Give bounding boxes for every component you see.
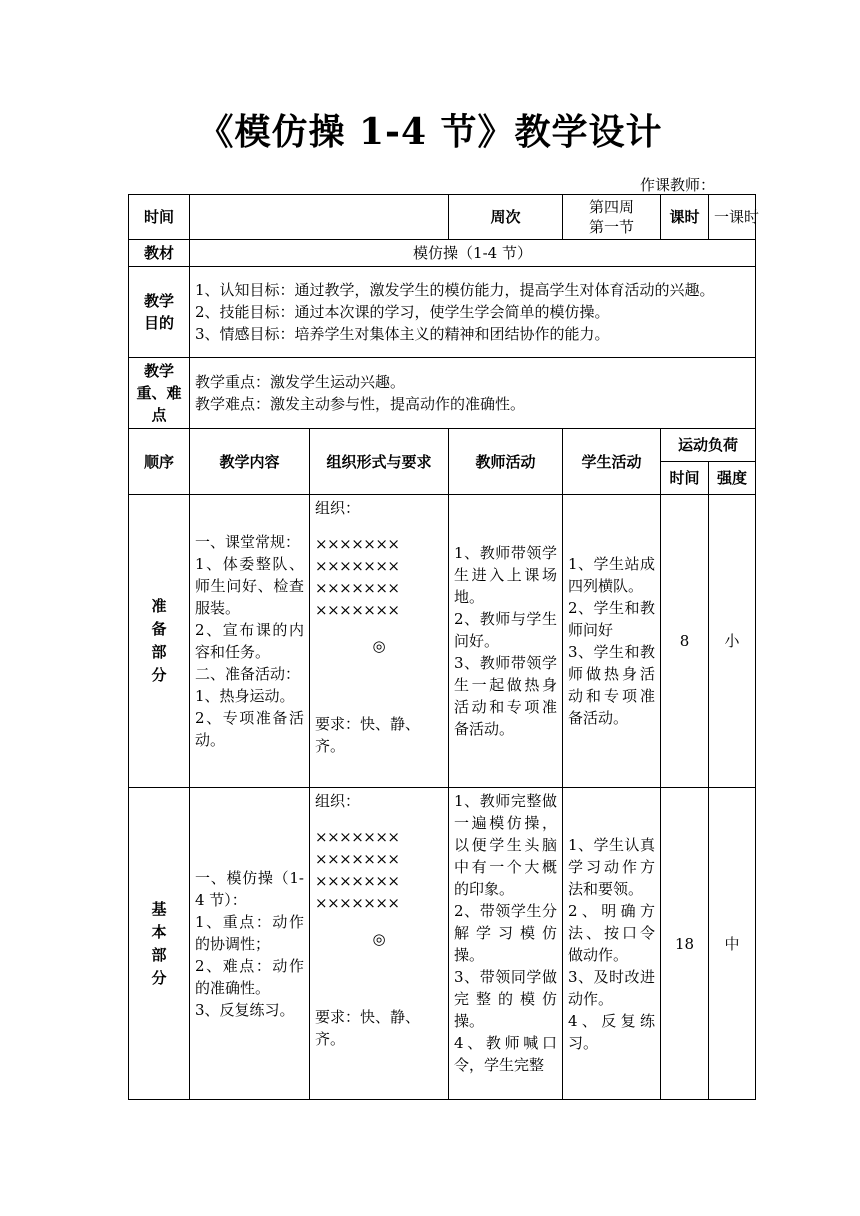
header-row — [129, 429, 756, 462]
info-row — [129, 195, 756, 240]
formation-row: ××××××× — [315, 557, 400, 575]
requirement-text: 要求：快、静、齐。 — [315, 1008, 421, 1048]
formation-row: ××××××× — [315, 579, 400, 597]
formation-row: ××××××× — [315, 535, 400, 553]
objectives-row — [129, 267, 756, 358]
phase-char: 准 — [151, 597, 167, 615]
phase-char: 基 — [151, 899, 167, 918]
prep-student-activity: 1、学生站成四列横队。 2、学生和教师问好 3、学生和教师做热身活动和专项准备活动。 — [563, 495, 661, 788]
prep-section-row — [129, 495, 756, 788]
material-label: 教材 — [129, 240, 190, 267]
main-student-activity: 1、学生认真学习动作方法和要领。 2、明确方法、按口令做动作。 3、及时改进动作。 4、反复练习。 — [563, 788, 661, 1100]
phase-char: 部 — [151, 945, 167, 964]
key-points-text: 教学重点：激发学生运动兴趣。 教学难点：激发主动参与性，提高动作的准确性。 — [190, 358, 756, 429]
org-label: 组织： — [315, 792, 361, 810]
teacher-label: 作课教师： — [640, 176, 716, 194]
prep-time: 8 — [661, 495, 709, 788]
main-phase-label — [129, 788, 190, 1100]
objectives-label: 教学 目的 — [129, 267, 190, 358]
header-load-intensity: 强度 — [709, 462, 756, 495]
requirement-text: 要求：快、静、齐。 — [315, 715, 421, 755]
key-points-label: 教学 重、难 点 — [129, 358, 190, 429]
header-organization: 组织形式与要求 — [310, 429, 449, 495]
header-teacher-activity: 教师活动 — [449, 429, 563, 495]
time-label: 时间 — [129, 195, 190, 240]
material-value: 模仿操（1-4 节） — [190, 240, 756, 267]
header-load: 运动负荷 — [661, 429, 756, 462]
prep-intensity: 小 — [709, 495, 756, 788]
phase-char: 分 — [151, 666, 167, 684]
objectives-text: 1、认知目标：通过教学，激发学生的模仿能力，提高学生对体育活动的兴趣。 2、技能目标：通过本次课的学习，使学生学会简单的模仿操。 3、情感目标：培养学生对集体主义的精神和团结协作的能力。 — [190, 267, 756, 358]
teacher-position-marker: ◎ — [372, 930, 386, 948]
prep-content: 一、课堂常规： 1、体委整队、师生问好、检查服装。 2、宣布课的内容和任务。 二、准备活动： 1、热身运动。 2、专项准备活动。 — [190, 495, 310, 788]
header-student-activity: 学生活动 — [563, 429, 661, 495]
main-intensity: 中 — [709, 788, 756, 1100]
week-label: 周次 — [449, 195, 563, 240]
lesson-plan-table — [128, 194, 760, 1100]
prep-teacher-activity: 1、教师带领学生进入上课场地。 2、教师与学生问好。 3、教师带领学生一起做热身活动和专项准备活动。 — [449, 495, 563, 788]
prep-organization — [310, 495, 449, 788]
material-row — [129, 240, 756, 267]
week-value: 第四周 第一节 — [563, 195, 661, 240]
main-content: 一、模仿操（1-4 节）： 1、重点：动作的协调性； 2、难点：动作的准确性。 3、反复练习。 — [190, 788, 310, 1100]
header-order: 顺序 — [129, 429, 190, 495]
phase-char: 备 — [151, 620, 167, 638]
phase-char: 分 — [151, 968, 167, 987]
main-time: 18 — [661, 788, 709, 1100]
phase-char: 部 — [151, 643, 167, 661]
document-title: 《模仿操 1-4 节》教学设计 — [197, 111, 663, 153]
key-points-row — [129, 358, 756, 429]
org-label: 组织： — [315, 499, 361, 517]
prep-phase-label — [129, 495, 190, 788]
period-value: 一课时 — [709, 195, 756, 240]
period-label: 课时 — [661, 195, 709, 240]
main-section-row — [129, 788, 756, 1100]
teacher-position-marker: ◎ — [372, 637, 386, 655]
formation-row: ××××××× — [315, 601, 400, 619]
main-teacher-activity: 1、教师完整做一遍模仿操，以便学生头脑中有一个大概的印象。 2、带领学生分解学习模仿操。 3、带领同学做完整的模仿操。 4、教师喊口令，学生完整 — [449, 788, 563, 1100]
formation-row: ××××××× — [315, 872, 400, 890]
header-load-time: 时间 — [661, 462, 709, 495]
main-organization — [310, 788, 449, 1100]
formation-row: ××××××× — [315, 850, 400, 868]
time-value — [190, 195, 449, 240]
header-content: 教学内容 — [190, 429, 310, 495]
phase-char: 本 — [151, 922, 167, 941]
formation-row: ××××××× — [315, 894, 400, 912]
student-formation — [315, 826, 443, 914]
formation-row: ××××××× — [315, 828, 400, 846]
student-formation — [315, 533, 443, 621]
